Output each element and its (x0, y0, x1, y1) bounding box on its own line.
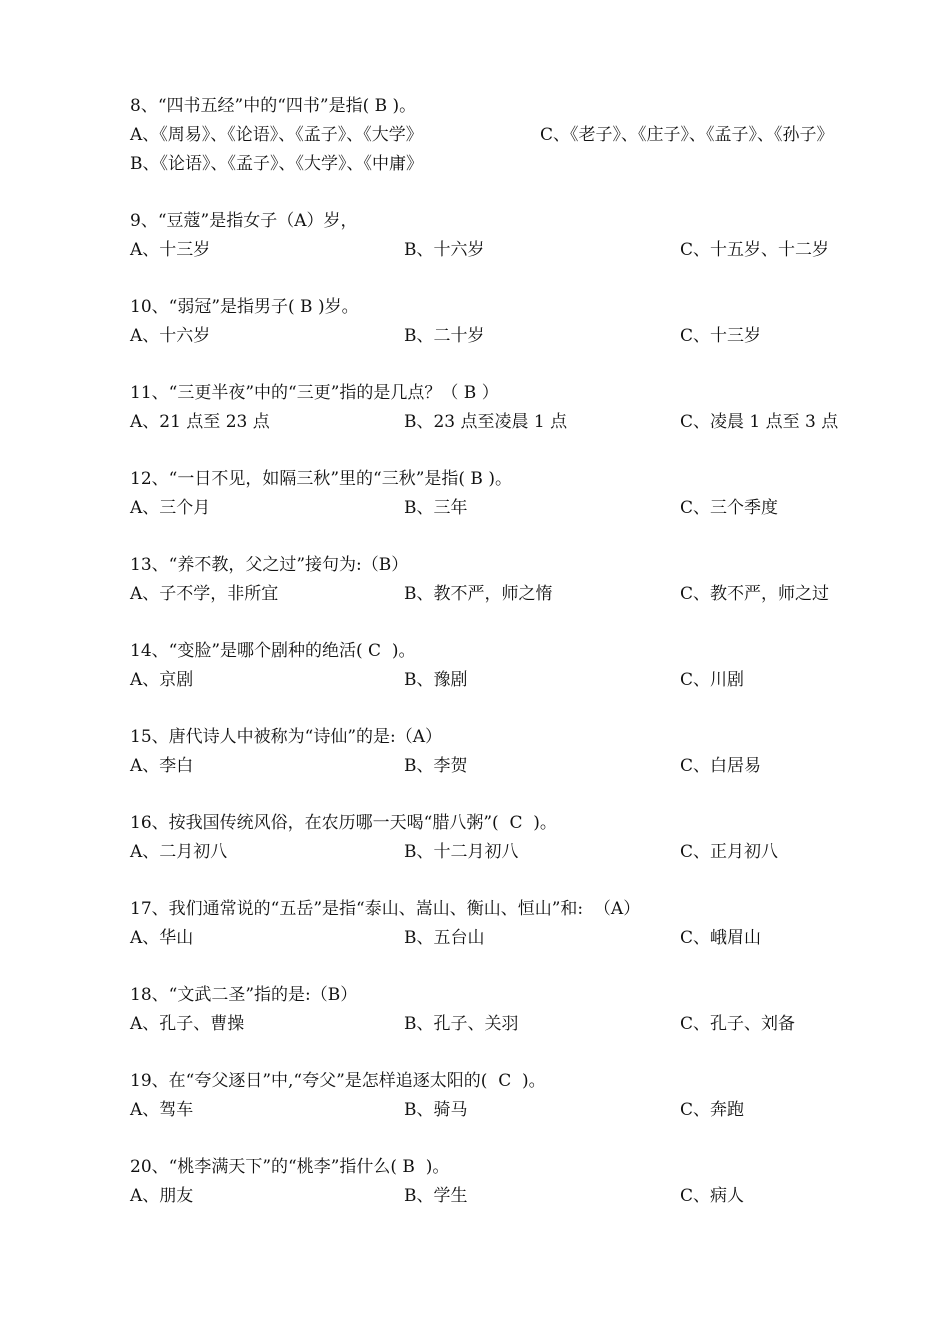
option-b: B、十六岁 (404, 240, 485, 260)
question-11 (130, 379, 930, 437)
question-text: 18、“文武二圣”指的是:（B） (130, 985, 358, 1005)
question-text: 9、“豆蔻”是指女子（A）岁， (130, 211, 358, 231)
option-row (130, 924, 930, 953)
option-b: B、教不严，师之惰 (404, 584, 553, 604)
option-a: A、十三岁 (130, 240, 211, 260)
question-text: 10、“弱冠”是指男子( B )岁。 (130, 297, 359, 317)
option-row (130, 666, 930, 695)
question-text: 8、“四书五经”中的“四书”是指( B )。 (130, 96, 417, 116)
question-10 (130, 293, 930, 351)
option-c: C、白居易 (680, 756, 762, 776)
option-b: B、《论语》、《孟子》、《大学》、《中庸》 (130, 154, 423, 174)
option-a: A、十六岁 (130, 326, 211, 346)
option-b: B、23 点至凌晨 1 点 (404, 412, 568, 432)
question-text: 11、“三更半夜”中的“三更”指的是几点？（ B ） (130, 383, 499, 403)
option-a: A、李白 (130, 756, 194, 776)
option-b: B、二十岁 (404, 326, 485, 346)
question-text: 15、唐代诗人中被称为“诗仙”的是:（A） (130, 727, 443, 747)
option-b: B、五台山 (404, 928, 485, 948)
option-c: C、峨眉山 (680, 928, 762, 948)
quiz-document (130, 92, 930, 1239)
option-b: B、豫剧 (404, 670, 468, 690)
option-row (130, 752, 930, 781)
option-c: C、三个季度 (680, 498, 779, 518)
option-c: C、正月初八 (680, 842, 779, 862)
option-b: B、三年 (404, 498, 468, 518)
question-text: 17、我们通常说的“五岳”是指“泰山、嵩山、衡山、恒山”和: （A） (130, 899, 641, 919)
option-b: B、骑马 (404, 1100, 468, 1120)
option-c: C、孔子、刘备 (680, 1014, 796, 1034)
option-a: A、华山 (130, 928, 194, 948)
option-c: C、十三岁 (680, 326, 762, 346)
question-15 (130, 723, 930, 781)
question-18 (130, 981, 930, 1039)
option-a: A、21 点至 23 点 (130, 412, 270, 432)
option-row (130, 1010, 930, 1039)
option-row (130, 121, 930, 150)
option-row (130, 1096, 930, 1125)
question-text: 13、“养不教，父之过”接句为:（B） (130, 555, 409, 575)
option-row (130, 1182, 930, 1211)
option-c: C、川剧 (680, 670, 745, 690)
option-c: C、奔跑 (680, 1100, 745, 1120)
option-b: B、十二月初八 (404, 842, 519, 862)
option-a: A、孔子、曹操 (130, 1014, 245, 1034)
option-c: C、十五岁、十二岁 (680, 240, 830, 260)
question-19 (130, 1067, 930, 1125)
question-9 (130, 207, 930, 265)
option-a: A、朋友 (130, 1186, 194, 1206)
option-c: C、《老子》、《庄子》、《孟子》、《孙子》 (540, 125, 834, 145)
option-b: B、孔子、关羽 (404, 1014, 519, 1034)
question-20 (130, 1153, 930, 1211)
question-text: 19、在“夸父逐日”中,“夸父”是怎样追逐太阳的( C )。 (130, 1071, 546, 1091)
option-c: C、凌晨 1 点至 3 点 (680, 412, 839, 432)
question-12 (130, 465, 930, 523)
option-row (130, 580, 930, 609)
option-c: C、病人 (680, 1186, 745, 1206)
option-c: C、教不严，师之过 (680, 584, 830, 604)
question-8 (130, 92, 930, 179)
question-14 (130, 637, 930, 695)
question-text: 16、按我国传统风俗，在农历哪一天喝“腊八粥”( C )。 (130, 813, 557, 833)
question-17 (130, 895, 930, 953)
option-b: B、李贺 (404, 756, 468, 776)
option-row (130, 838, 930, 867)
option-a: A、子不学，非所宜 (130, 584, 279, 604)
option-a: A、京剧 (130, 670, 194, 690)
option-a: A、二月初八 (130, 842, 228, 862)
option-row (130, 236, 930, 265)
option-a: A、《周易》、《论语》、《孟子》、《大学》 (130, 125, 423, 145)
question-text: 14、“变脸”是哪个剧种的绝活( C )。 (130, 641, 416, 661)
question-13 (130, 551, 930, 609)
question-text: 20、“桃李满天下”的“桃李”指什么( B )。 (130, 1157, 450, 1177)
option-a: A、三个月 (130, 498, 211, 518)
question-text: 12、“一日不见，如隔三秋”里的“三秋”是指( B )。 (130, 469, 512, 489)
option-b: B、学生 (404, 1186, 468, 1206)
option-row (130, 322, 930, 351)
option-row (130, 150, 930, 179)
option-a: A、驾车 (130, 1100, 194, 1120)
question-16 (130, 809, 930, 867)
option-row (130, 494, 930, 523)
option-row (130, 408, 930, 437)
